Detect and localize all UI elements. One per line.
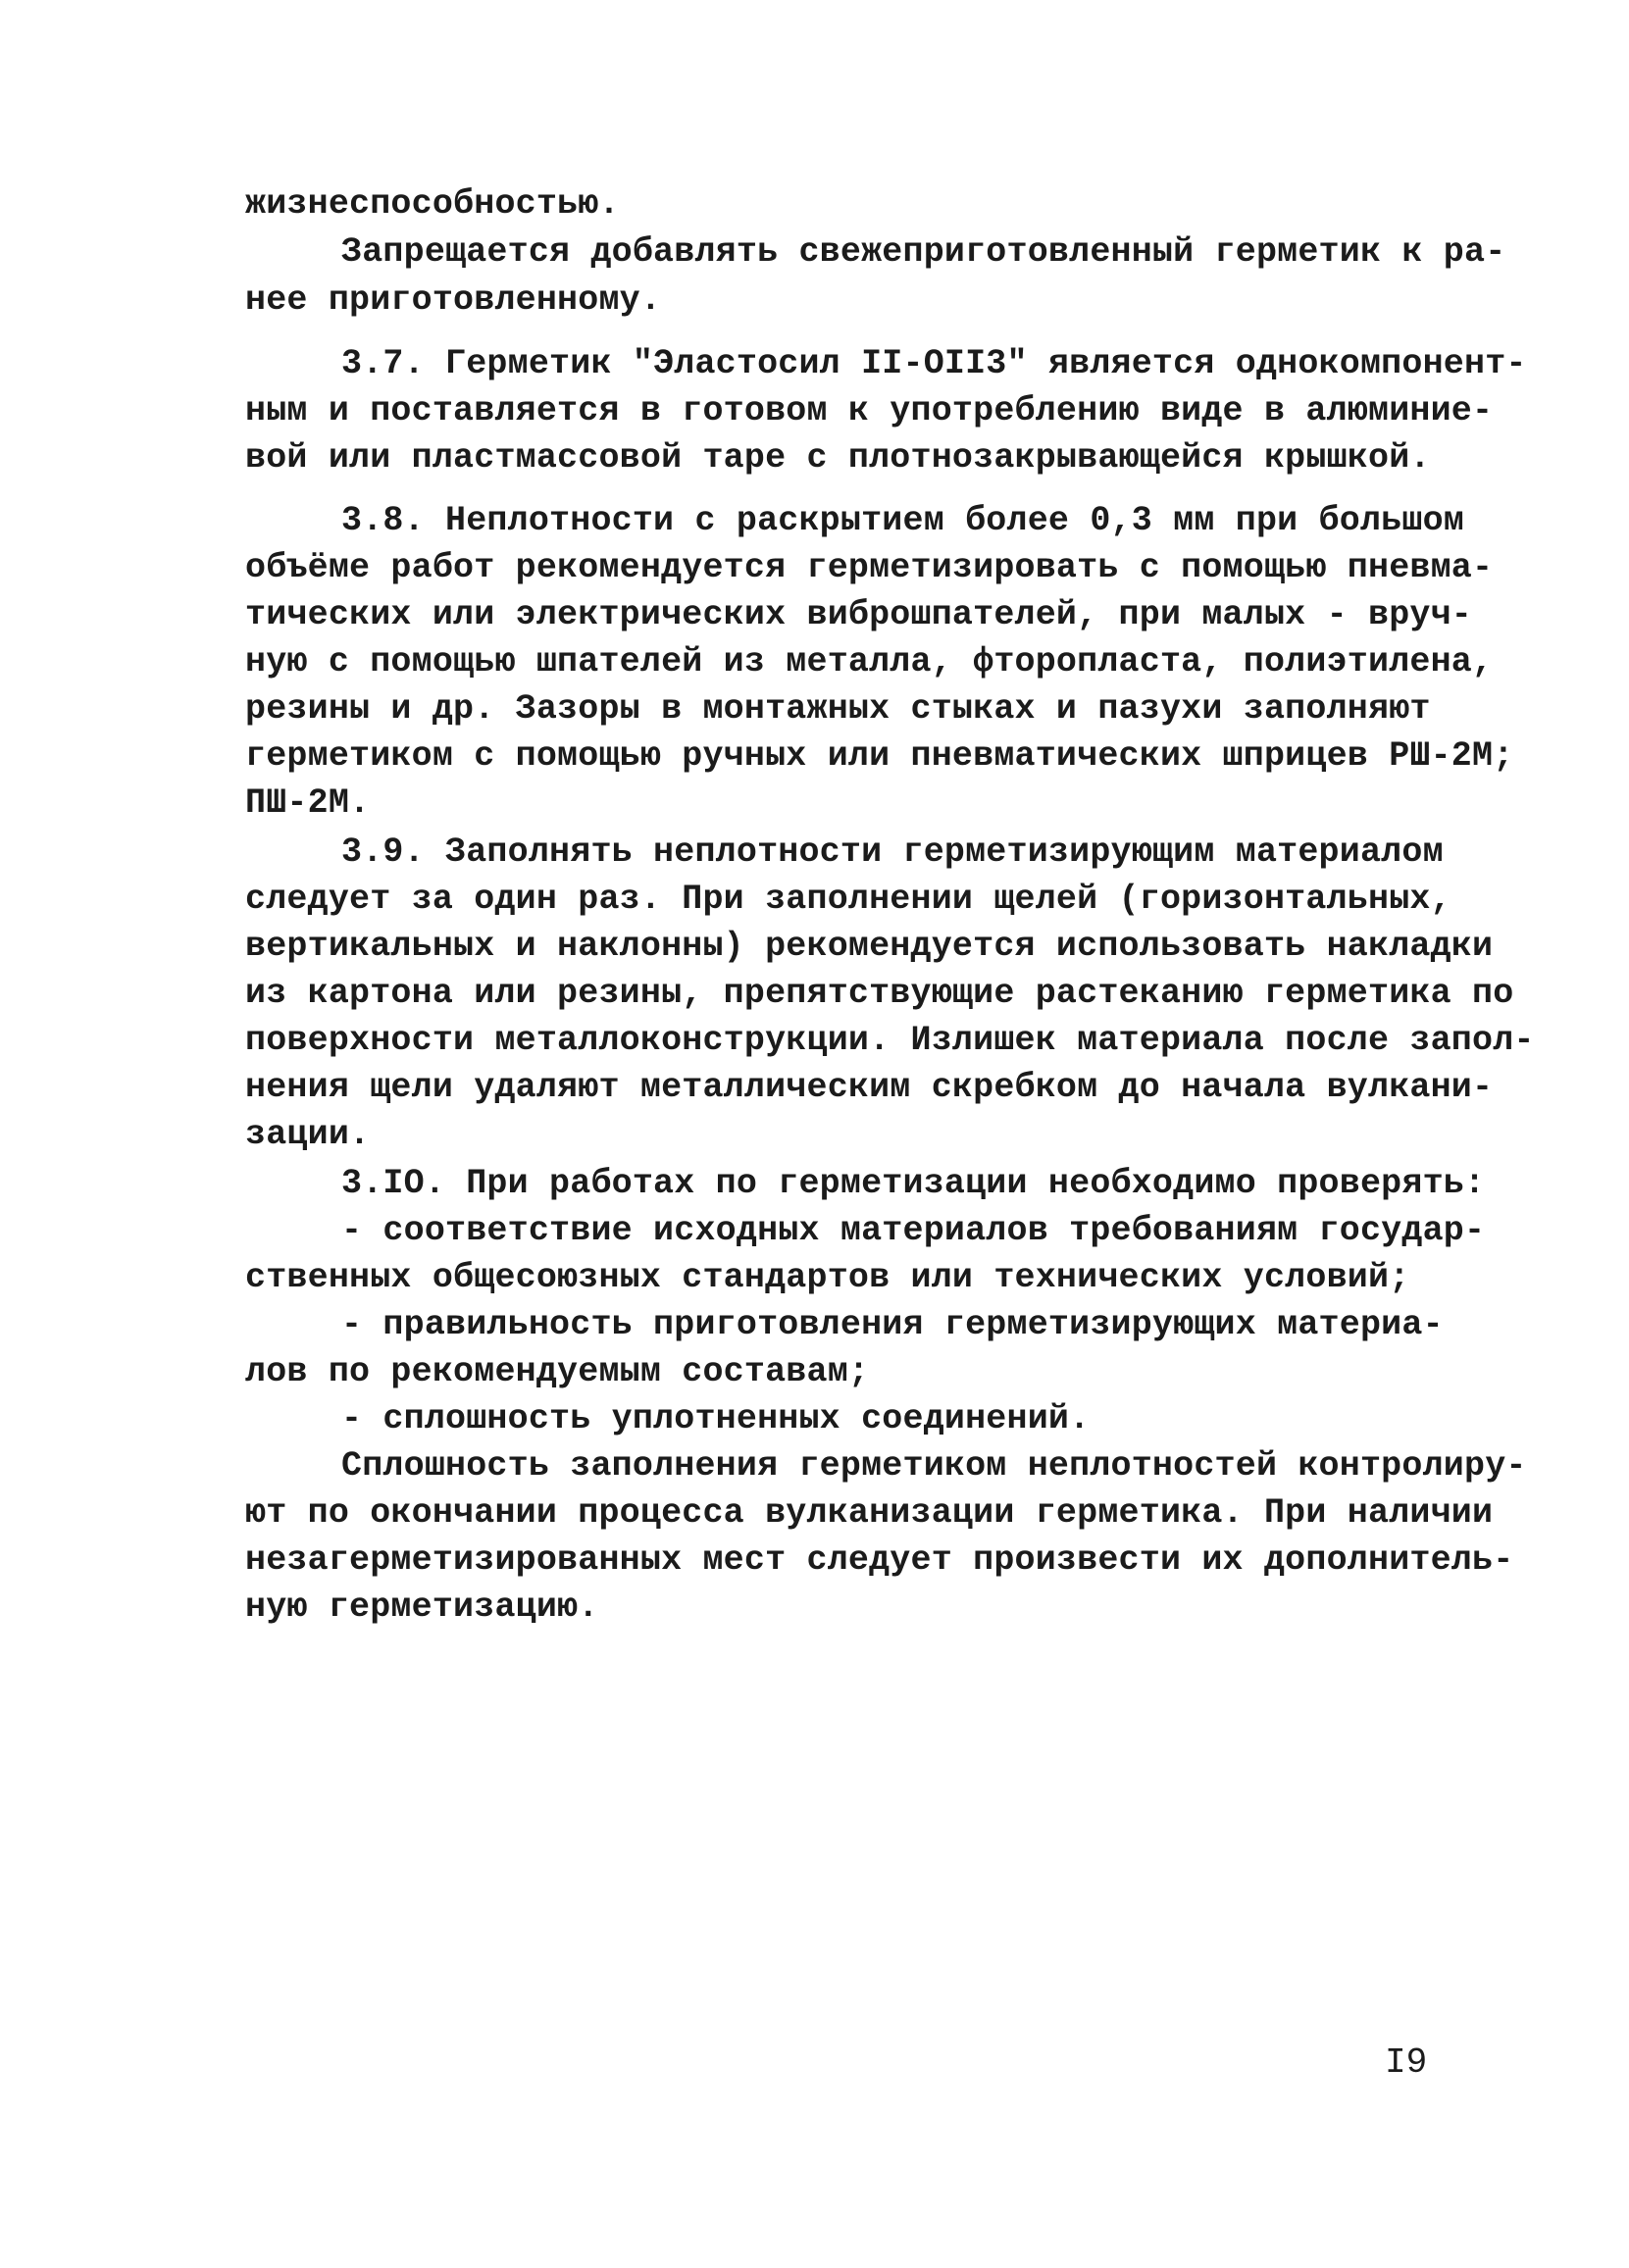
text-line: ную с помощью шпателей из металла, фторопласта, полиэтилена, xyxy=(245,642,1494,681)
text-line: - правильность приготовления герметизирующих материа- xyxy=(341,1305,1444,1344)
text-line: ют по окончании процесса вулканизации герметика. При наличии xyxy=(245,1493,1494,1533)
text-line: 3.7. Герметик "Эластосил II-OII3" является однокомпонент- xyxy=(341,344,1527,383)
text-line: нее приготовленному. xyxy=(245,280,662,320)
text-line: Сплошность заполнения герметиком неплотностей контролиру- xyxy=(341,1446,1527,1486)
text-line: лов по рекомендуемым составам; xyxy=(245,1352,870,1391)
text-line: вой или пластмассовой таре с плотнозакрывающейся крышкой. xyxy=(245,438,1431,478)
text-line: жизнеспособностью. xyxy=(245,184,620,224)
text-line: 3.8. Неплотности с раскрытием более 0,3 мм при большом xyxy=(341,501,1464,540)
text-line: 3.IO. При работах по герметизации необходимо проверять: xyxy=(341,1164,1486,1203)
text-line: резины и др. Зазоры в монтажных стыках и пазухи заполняют xyxy=(245,689,1431,729)
text-line: нения щели удаляют металлическим скребком до начала вулкани- xyxy=(245,1068,1494,1107)
text-line: ПШ-2М. xyxy=(245,783,371,823)
text-line: герметиком с помощью ручных или пневматических шприцев РШ-2М; xyxy=(245,736,1514,776)
text-line: следует за один раз. При заполнении щелей (горизонтальных, xyxy=(245,880,1451,919)
text-line: ным и поставляется в готовом к употреблению виде в алюминие- xyxy=(245,391,1494,430)
text-line: ную герметизацию. xyxy=(245,1588,599,1627)
text-line: - соответствие исходных материалов требованиям государ- xyxy=(341,1211,1486,1250)
text-line: зации. xyxy=(245,1115,371,1154)
text-line: объёме работ рекомендуется герметизировать с помощью пневма- xyxy=(245,548,1494,587)
text-line: незагерметизированных мест следует произвести их дополнитель- xyxy=(245,1540,1514,1580)
text-line: Запрещается добавлять свежеприготовленный герметик к ра- xyxy=(341,232,1506,272)
text-line: тических или электрических виброшпателей, при малых - вруч- xyxy=(245,595,1473,634)
text-line: поверхности металлоконструкции. Излишек материала после запол- xyxy=(245,1021,1535,1060)
text-line: - сплошность уплотненных соединений. xyxy=(341,1399,1091,1438)
text-line: вертикальных и наклонны) рекомендуется использовать накладки xyxy=(245,927,1494,966)
text-line: ственных общесоюзных стандартов или технических условий; xyxy=(245,1258,1410,1297)
page-number: I9 xyxy=(1385,2042,1428,2083)
text-line: из картона или резины, препятствующие растеканию герметика по xyxy=(245,974,1514,1013)
text-line: 3.9. Заполнять неплотности герметизирующим материалом xyxy=(341,832,1444,872)
